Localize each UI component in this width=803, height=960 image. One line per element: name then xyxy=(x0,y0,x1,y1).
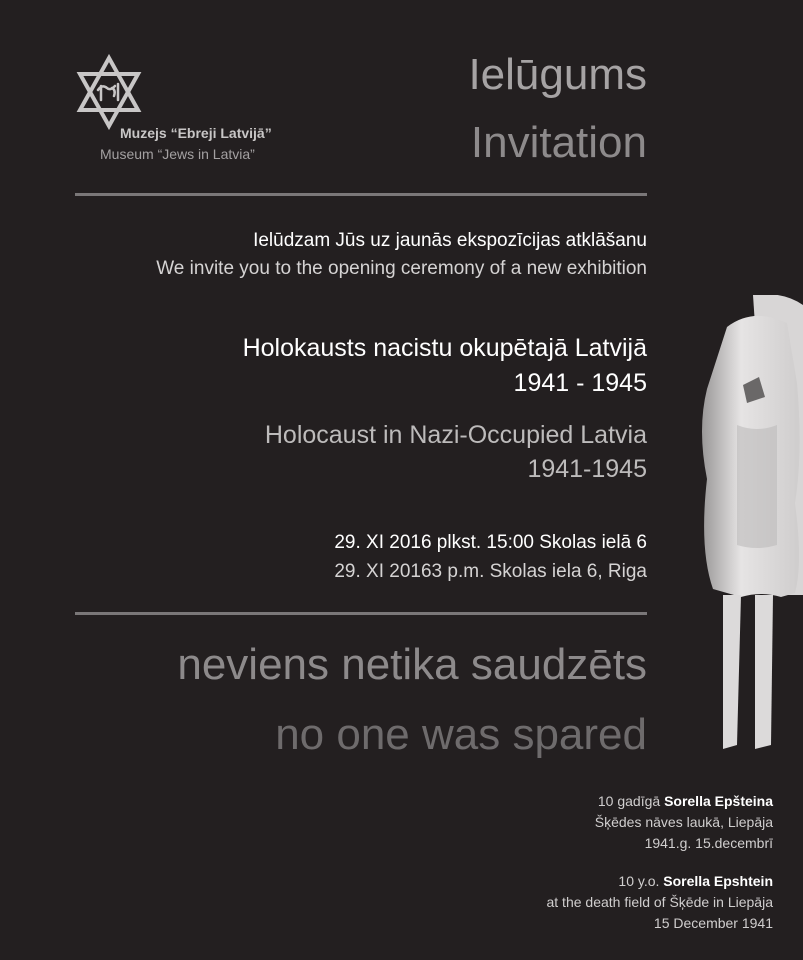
divider-bottom xyxy=(75,612,647,615)
page-title-en: Invitation xyxy=(470,118,647,167)
caption-lv-name: Sorella Epšteina xyxy=(664,793,773,809)
motto-en: no one was spared xyxy=(275,710,647,759)
exhibition-years-lv: 1941 - 1945 xyxy=(513,369,647,397)
caption-en-date: 15 December 1941 xyxy=(653,915,773,931)
caption-en-place: at the death field of Šķēde in Liepāja xyxy=(546,894,773,910)
motto-lv: neviens netika saudzēts xyxy=(177,640,647,689)
exhibition-years-en: 1941-1945 xyxy=(527,455,647,483)
event-details-lv: 29. XI 2016 plkst. 15:00 Skolas ielā 6 xyxy=(334,532,647,553)
invite-text-lv: Ielūdzam Jūs uz jaunās ekspozīcijas atklāšanu xyxy=(253,230,647,251)
exhibition-title-lv: Holokausts nacistu okupētajā Latvijā xyxy=(242,334,647,362)
caption-en-name: Sorella Epshtein xyxy=(663,873,773,889)
caption-en-line1: 10 y.o. Sorella Epshtein xyxy=(618,873,773,889)
caption-lv-place: Šķēdes nāves laukā, Liepāja xyxy=(594,814,773,830)
museum-name-lv: Muzejs “Ebreji Latvijā” xyxy=(120,125,272,141)
star-of-david-icon xyxy=(74,54,144,130)
event-details-en: 29. XI 20163 p.m. Skolas iela 6, Riga xyxy=(334,561,647,582)
divider-top xyxy=(75,193,647,196)
page-title-lv: Ielūgums xyxy=(468,50,647,99)
caption-lv-line1: 10 gadīgā Sorella Epšteina xyxy=(597,793,773,809)
memorial-photo xyxy=(693,295,803,755)
caption-lv-date: 1941.g. 15.decembrī xyxy=(644,835,773,851)
caption-lv xyxy=(595,791,773,854)
invite-text-en: We invite you to the opening ceremony of a new exhibition xyxy=(156,258,647,279)
caption-en xyxy=(546,871,773,934)
museum-name-en: Museum “Jews in Latvia” xyxy=(100,146,255,162)
exhibition-title-en: Holocaust in Nazi-Occupied Latvia xyxy=(264,421,647,449)
